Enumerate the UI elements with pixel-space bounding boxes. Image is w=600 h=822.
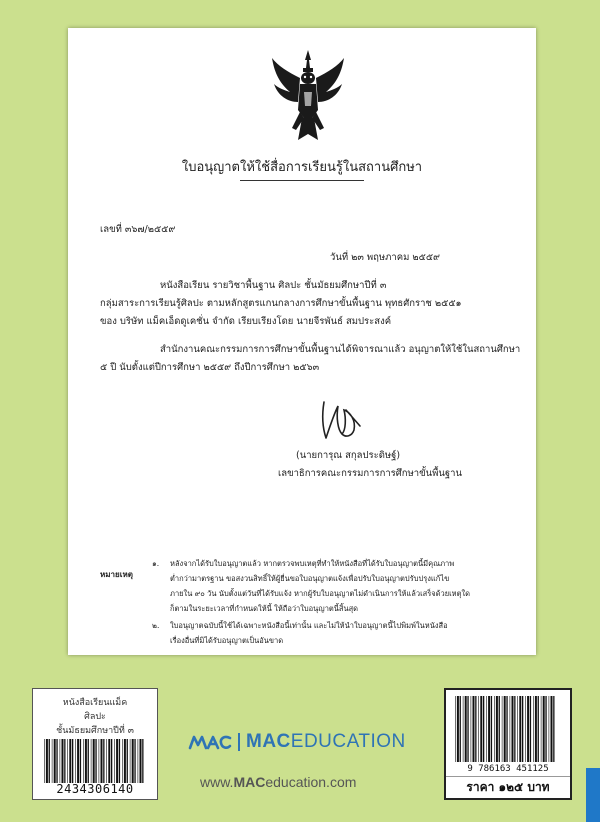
barcode-bar <box>549 696 550 762</box>
barcode-bar <box>499 696 500 762</box>
price-tag-line-1: หนังสือเรียนแม็ค <box>62 698 128 708</box>
barcode-bar <box>80 739 81 783</box>
barcode-bar <box>93 739 95 783</box>
barcode-bar <box>522 696 523 762</box>
license-document <box>68 28 536 655</box>
note-1-line-1: หลังจากได้รับใบอนุญาตแล้ว หากตรวจพบเหตุที่ทำให้หนังสือที่ได้รับใบอนุญาตนี้มีคุณภาพ <box>170 559 455 568</box>
barcode-bar <box>517 696 518 762</box>
barcode-bar <box>119 739 120 783</box>
barcode-bar <box>67 739 68 783</box>
barcode-bar <box>514 696 515 762</box>
barcode-bar <box>108 739 110 783</box>
barcode-bar <box>140 739 142 783</box>
barcode-bar <box>486 696 487 762</box>
notes-label: หมายเหตุ <box>100 570 133 579</box>
barcode-bar <box>124 739 126 783</box>
barcode-bar <box>510 696 511 762</box>
barcode-bar <box>99 739 100 783</box>
barcode-bar <box>535 696 537 762</box>
isbn-barcode-box <box>444 688 572 800</box>
note-1-number: ๑. <box>152 559 160 568</box>
barcode-bar <box>483 696 484 762</box>
barcode-bar <box>465 696 467 762</box>
signature-image <box>316 396 366 442</box>
barcode-bar <box>54 739 56 783</box>
barcode-bar <box>49 739 50 783</box>
barcode-bar <box>496 696 498 762</box>
document-title: ใบอนุญาตให้ใช้สื่อการเรียนรู้ในสถานศึกษา <box>181 160 423 175</box>
barcode-bar <box>519 696 521 762</box>
barcode-bar <box>551 696 553 762</box>
barcode-bar <box>122 739 123 783</box>
barcode-bar <box>475 696 476 762</box>
barcode-bar <box>52 739 53 783</box>
barcode-bar <box>111 739 112 783</box>
barcode-bar <box>480 696 482 762</box>
barcode-bar <box>106 739 107 783</box>
brand-name <box>246 731 406 753</box>
barcode-bar <box>471 696 472 762</box>
barcode-bar <box>138 739 139 783</box>
barcode-bar <box>504 696 506 762</box>
brand-name-bold: MAC <box>246 731 291 752</box>
barcode-bar <box>132 739 134 783</box>
barcode-bar <box>101 739 103 783</box>
barcode-bar <box>541 696 542 762</box>
barcode-bar <box>494 696 495 762</box>
isbn-number: 9 786163 451125 <box>467 764 549 774</box>
barcode-bar <box>460 696 461 762</box>
note-1-line-2: ต่ำกว่ามาตรฐาน ขอสงวนสิทธิ์ให้ผู้ยื่นขอใบอนุญาตแจ้งเพื่อปรับใบอนุญาตปรับปรุงแก้ไข <box>170 574 450 583</box>
note-2-number: ๒. <box>152 621 160 630</box>
price-tag-line-2: ศิลปะ <box>84 712 106 722</box>
barcode-bar <box>85 739 87 783</box>
barcode-bar <box>525 696 526 762</box>
isbn-barcode <box>454 696 558 762</box>
note-2-line-2: เรื่องอื่นที่มิได้รับอนุญาตเป็นอันขาด <box>170 636 284 645</box>
signer-name: (นายการุณ สกุลประดิษฐ์) <box>296 450 401 461</box>
side-color-tab <box>586 768 600 822</box>
barcode-bar <box>142 739 143 783</box>
barcode-bar <box>130 739 131 783</box>
document-date: วันที่ ๒๓ พฤษภาคม ๒๕๕๙ <box>330 252 440 263</box>
garuda-emblem-icon <box>268 48 348 146</box>
barcode-bar <box>545 696 546 762</box>
barcode-bar <box>553 696 554 762</box>
barcode-bar <box>457 696 459 762</box>
url-suffix: education.com <box>265 774 357 790</box>
barcode-bar <box>463 696 464 762</box>
barcode-bar <box>533 696 534 762</box>
approval-line-1: สำนักงานคณะกรรมการการศึกษาขั้นพื้นฐานได้พิจารณาแล้ว อนุญาตให้ใช้ในสถานศึกษา <box>160 344 521 355</box>
barcode-bar <box>95 739 96 783</box>
body-line-1: หนังสือเรียน รายวิชาพื้นฐาน ศิลปะ ชั้นมัธยมศึกษาปีที่ ๓ <box>160 280 387 291</box>
barcode-bar <box>44 739 45 783</box>
barcode-bar <box>488 696 490 762</box>
barcode-bar <box>530 696 531 762</box>
brand-name-rest: EDUCATION <box>290 731 406 752</box>
barcode-bar <box>127 739 128 783</box>
barcode-bar <box>88 739 89 783</box>
url-bold: MAC <box>233 774 266 790</box>
barcode-bar <box>46 739 48 783</box>
mac-logo-icon <box>188 733 232 751</box>
barcode-bar <box>473 696 475 762</box>
document-number: เลขที่ ๓๖๗/๒๕๕๙ <box>100 224 176 235</box>
barcode-bar <box>506 696 507 762</box>
barcode-bar <box>83 739 84 783</box>
title-underline <box>240 180 364 181</box>
barcode-bar <box>134 739 135 783</box>
body-line-2: กลุ่มสาระการเรียนรู้ศิลปะ ตามหลักสูตรแกนกลางการศึกษาขั้นพื้นฐาน พุทธศักราช ๒๕๕๑ <box>100 298 462 309</box>
barcode-bar <box>114 739 115 783</box>
barcode-bar <box>491 696 492 762</box>
note-1-line-4: ก็ตามในระยะเวลาที่กำหนดให้นี้ ให้ถือว่าใบอนุญาตนี้สิ้นสุด <box>170 604 359 613</box>
website-url[interactable] <box>200 774 356 790</box>
note-1-line-3: ภายใน ๙๐ วัน นับตั้งแต่วันที่ได้รับแจ้ง หากผู้รับใบอนุญาตไม่ดำเนินการให้แล้วเสร็จด้วยเหตุใด <box>170 589 471 598</box>
barcode-bar <box>478 696 479 762</box>
barcode-bar <box>455 696 456 762</box>
book-price: ราคา ๑๒๕ บาท <box>446 776 570 797</box>
approval-line-2: ๕ ปี นับตั้งแต่ปีการศึกษา ๒๕๕๙ ถึงปีการศึกษา ๒๕๖๓ <box>100 362 320 373</box>
barcode-bar <box>538 696 539 762</box>
barcode-bar <box>467 696 468 762</box>
barcode-bar <box>543 696 545 762</box>
barcode-bar <box>502 696 503 762</box>
barcode-bar <box>72 739 73 783</box>
barcode-bar <box>103 739 104 783</box>
note-2-line-1: ใบอนุญาตฉบับนี้ใช้ได้เฉพาะหนังสือนี้เท่านั้น และไม่ให้นำใบอนุญาตนี้ไปพิมพ์ในหนังสือ <box>170 621 448 630</box>
barcode-small <box>43 739 147 783</box>
price-tag-line-3: ชั้นมัธยมศึกษาปีที่ ๓ <box>56 726 134 736</box>
barcode-bar <box>77 739 79 783</box>
barcode-bar <box>75 739 76 783</box>
price-tag-box <box>32 688 158 800</box>
body-line-3: ของ บริษัท แม็คเอ็ดดูเคชั่น จำกัด เรียบเรียงโดย นายจีรพันธ์ สมประสงค์ <box>100 316 392 327</box>
barcode-bar <box>69 739 71 783</box>
barcode-bar <box>91 739 92 783</box>
barcode-bar <box>60 739 61 783</box>
barcode-small-number: 2434306140 <box>56 782 134 796</box>
brand-separator <box>238 733 240 751</box>
barcode-bar <box>64 739 65 783</box>
brand-logo <box>188 730 406 754</box>
barcode-bar <box>512 696 514 762</box>
signer-title: เลขาธิการคณะกรรมการการศึกษาขั้นพื้นฐาน <box>278 468 462 479</box>
barcode-bar <box>116 739 118 783</box>
barcode-bar <box>527 696 529 762</box>
barcode-bar <box>62 739 64 783</box>
barcode-bar <box>56 739 57 783</box>
url-prefix: www. <box>200 774 234 790</box>
